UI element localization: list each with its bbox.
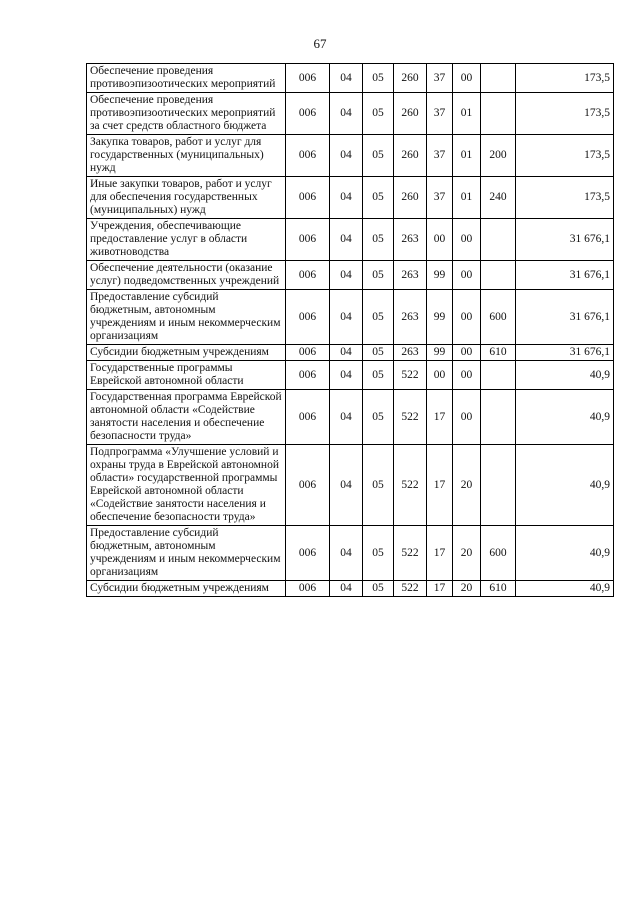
expense-type-cell bbox=[481, 93, 516, 135]
expense-type-cell bbox=[481, 445, 516, 526]
amount-cell: 31 676,1 bbox=[516, 345, 614, 361]
target-article-part2-cell: 99 bbox=[427, 290, 453, 345]
subsection-code-cell: 05 bbox=[363, 64, 394, 93]
ministry-code-cell: 006 bbox=[286, 290, 330, 345]
table-row bbox=[87, 219, 614, 261]
target-article-part2-cell: 99 bbox=[427, 345, 453, 361]
ministry-code-cell: 006 bbox=[286, 361, 330, 390]
expense-type-cell: 240 bbox=[481, 177, 516, 219]
table-row bbox=[87, 135, 614, 177]
target-article-part2-cell: 00 bbox=[427, 361, 453, 390]
amount-cell: 173,5 bbox=[516, 177, 614, 219]
row-name-cell: Обеспечение проведения противоэпизоотических мероприятий bbox=[87, 64, 286, 93]
target-article-part3-cell: 00 bbox=[453, 345, 481, 361]
target-article-part2-cell: 00 bbox=[427, 219, 453, 261]
target-article-part1-cell: 522 bbox=[394, 581, 427, 597]
section-code-cell: 04 bbox=[330, 390, 363, 445]
page-number: 67 bbox=[313, 36, 327, 51]
target-article-part2-cell: 17 bbox=[427, 445, 453, 526]
ministry-code-cell: 006 bbox=[286, 261, 330, 290]
ministry-code-cell: 006 bbox=[286, 526, 330, 581]
section-code-cell: 04 bbox=[330, 526, 363, 581]
amount-cell: 173,5 bbox=[516, 93, 614, 135]
row-name-cell: Учреждения, обеспечивающие предоставление услуг в области животноводства bbox=[87, 219, 286, 261]
target-article-part1-cell: 263 bbox=[394, 345, 427, 361]
table-row bbox=[87, 361, 614, 390]
table-row bbox=[87, 93, 614, 135]
row-name-cell: Государственные программы Еврейской автономной области bbox=[87, 361, 286, 390]
table-row bbox=[87, 390, 614, 445]
subsection-code-cell: 05 bbox=[363, 581, 394, 597]
expense-type-cell bbox=[481, 261, 516, 290]
section-code-cell: 04 bbox=[330, 261, 363, 290]
row-name-cell: Закупка товаров, работ и услуг для государственных (муниципальных) нужд bbox=[87, 135, 286, 177]
target-article-part2-cell: 99 bbox=[427, 261, 453, 290]
subsection-code-cell: 05 bbox=[363, 526, 394, 581]
target-article-part3-cell: 00 bbox=[453, 261, 481, 290]
target-article-part2-cell: 37 bbox=[427, 135, 453, 177]
subsection-code-cell: 05 bbox=[363, 261, 394, 290]
table-row bbox=[87, 581, 614, 597]
amount-cell: 40,9 bbox=[516, 581, 614, 597]
row-name-cell: Иные закупки товаров, работ и услуг для обеспечения государственных (муниципальных) нужд bbox=[87, 177, 286, 219]
section-code-cell: 04 bbox=[330, 290, 363, 345]
target-article-part2-cell: 17 bbox=[427, 581, 453, 597]
table-row bbox=[87, 445, 614, 526]
target-article-part2-cell: 17 bbox=[427, 526, 453, 581]
ministry-code-cell: 006 bbox=[286, 177, 330, 219]
expense-type-cell bbox=[481, 361, 516, 390]
subsection-code-cell: 05 bbox=[363, 390, 394, 445]
target-article-part1-cell: 260 bbox=[394, 177, 427, 219]
section-code-cell: 04 bbox=[330, 219, 363, 261]
target-article-part3-cell: 01 bbox=[453, 177, 481, 219]
ministry-code-cell: 006 bbox=[286, 135, 330, 177]
expense-type-cell bbox=[481, 219, 516, 261]
row-name-cell: Субсидии бюджетным учреждениям bbox=[87, 345, 286, 361]
subsection-code-cell: 05 bbox=[363, 177, 394, 219]
ministry-code-cell: 006 bbox=[286, 219, 330, 261]
target-article-part1-cell: 260 bbox=[394, 93, 427, 135]
target-article-part3-cell: 00 bbox=[453, 290, 481, 345]
table-row bbox=[87, 290, 614, 345]
table-body bbox=[87, 64, 614, 597]
row-name-cell: Предоставление субсидий бюджетным, автономным учреждениям и иным некоммерческим организациям bbox=[87, 526, 286, 581]
amount-cell: 31 676,1 bbox=[516, 219, 614, 261]
ministry-code-cell: 006 bbox=[286, 445, 330, 526]
amount-cell: 31 676,1 bbox=[516, 290, 614, 345]
ministry-code-cell: 006 bbox=[286, 581, 330, 597]
target-article-part1-cell: 522 bbox=[394, 445, 427, 526]
expense-type-cell bbox=[481, 64, 516, 93]
subsection-code-cell: 05 bbox=[363, 345, 394, 361]
expense-type-cell: 610 bbox=[481, 581, 516, 597]
row-name-cell: Предоставление субсидий бюджетным, автономным учреждениям и иным некоммерческим организациям bbox=[87, 290, 286, 345]
target-article-part3-cell: 00 bbox=[453, 361, 481, 390]
subsection-code-cell: 05 bbox=[363, 361, 394, 390]
subsection-code-cell: 05 bbox=[363, 445, 394, 526]
ministry-code-cell: 006 bbox=[286, 390, 330, 445]
table-row bbox=[87, 345, 614, 361]
row-name-cell: Государственная программа Еврейской автономной области «Содействие занятости населения и обеспечение безопасности труда» bbox=[87, 390, 286, 445]
subsection-code-cell: 05 bbox=[363, 219, 394, 261]
section-code-cell: 04 bbox=[330, 445, 363, 526]
expense-type-cell: 600 bbox=[481, 290, 516, 345]
subsection-code-cell: 05 bbox=[363, 290, 394, 345]
table-row bbox=[87, 526, 614, 581]
target-article-part1-cell: 263 bbox=[394, 219, 427, 261]
section-code-cell: 04 bbox=[330, 64, 363, 93]
row-name-cell: Подпрограмма «Улучшение условий и охраны труда в Еврейской автономной области» государственной программы Еврейской автономной области «Содействие занятости населения и обеспечение безопасности труда» bbox=[87, 445, 286, 526]
budget-table bbox=[86, 63, 614, 597]
section-code-cell: 04 bbox=[330, 345, 363, 361]
amount-cell: 40,9 bbox=[516, 445, 614, 526]
ministry-code-cell: 006 bbox=[286, 64, 330, 93]
target-article-part3-cell: 20 bbox=[453, 581, 481, 597]
target-article-part3-cell: 00 bbox=[453, 64, 481, 93]
section-code-cell: 04 bbox=[330, 93, 363, 135]
target-article-part2-cell: 37 bbox=[427, 177, 453, 219]
target-article-part3-cell: 20 bbox=[453, 526, 481, 581]
section-code-cell: 04 bbox=[330, 177, 363, 219]
subsection-code-cell: 05 bbox=[363, 93, 394, 135]
expense-type-cell: 600 bbox=[481, 526, 516, 581]
target-article-part3-cell: 00 bbox=[453, 219, 481, 261]
target-article-part1-cell: 263 bbox=[394, 261, 427, 290]
section-code-cell: 04 bbox=[330, 135, 363, 177]
ministry-code-cell: 006 bbox=[286, 345, 330, 361]
target-article-part1-cell: 522 bbox=[394, 361, 427, 390]
target-article-part2-cell: 17 bbox=[427, 390, 453, 445]
table-row bbox=[87, 64, 614, 93]
target-article-part1-cell: 522 bbox=[394, 526, 427, 581]
target-article-part3-cell: 01 bbox=[453, 93, 481, 135]
amount-cell: 40,9 bbox=[516, 526, 614, 581]
target-article-part1-cell: 522 bbox=[394, 390, 427, 445]
amount-cell: 173,5 bbox=[516, 64, 614, 93]
amount-cell: 31 676,1 bbox=[516, 261, 614, 290]
expense-type-cell: 610 bbox=[481, 345, 516, 361]
ministry-code-cell: 006 bbox=[286, 93, 330, 135]
expense-type-cell bbox=[481, 390, 516, 445]
section-code-cell: 04 bbox=[330, 581, 363, 597]
target-article-part1-cell: 260 bbox=[394, 64, 427, 93]
amount-cell: 173,5 bbox=[516, 135, 614, 177]
target-article-part2-cell: 37 bbox=[427, 93, 453, 135]
subsection-code-cell: 05 bbox=[363, 135, 394, 177]
target-article-part3-cell: 01 bbox=[453, 135, 481, 177]
row-name-cell: Субсидии бюджетным учреждениям bbox=[87, 581, 286, 597]
amount-cell: 40,9 bbox=[516, 390, 614, 445]
amount-cell: 40,9 bbox=[516, 361, 614, 390]
section-code-cell: 04 bbox=[330, 361, 363, 390]
target-article-part3-cell: 20 bbox=[453, 445, 481, 526]
target-article-part1-cell: 260 bbox=[394, 135, 427, 177]
target-article-part1-cell: 263 bbox=[394, 290, 427, 345]
table-row bbox=[87, 261, 614, 290]
row-name-cell: Обеспечение деятельности (оказание услуг) подведомственных учреждений bbox=[87, 261, 286, 290]
target-article-part2-cell: 37 bbox=[427, 64, 453, 93]
target-article-part3-cell: 00 bbox=[453, 390, 481, 445]
table-row bbox=[87, 177, 614, 219]
row-name-cell: Обеспечение проведения противоэпизоотических мероприятий за счет средств областного бюджета bbox=[87, 93, 286, 135]
expense-type-cell: 200 bbox=[481, 135, 516, 177]
